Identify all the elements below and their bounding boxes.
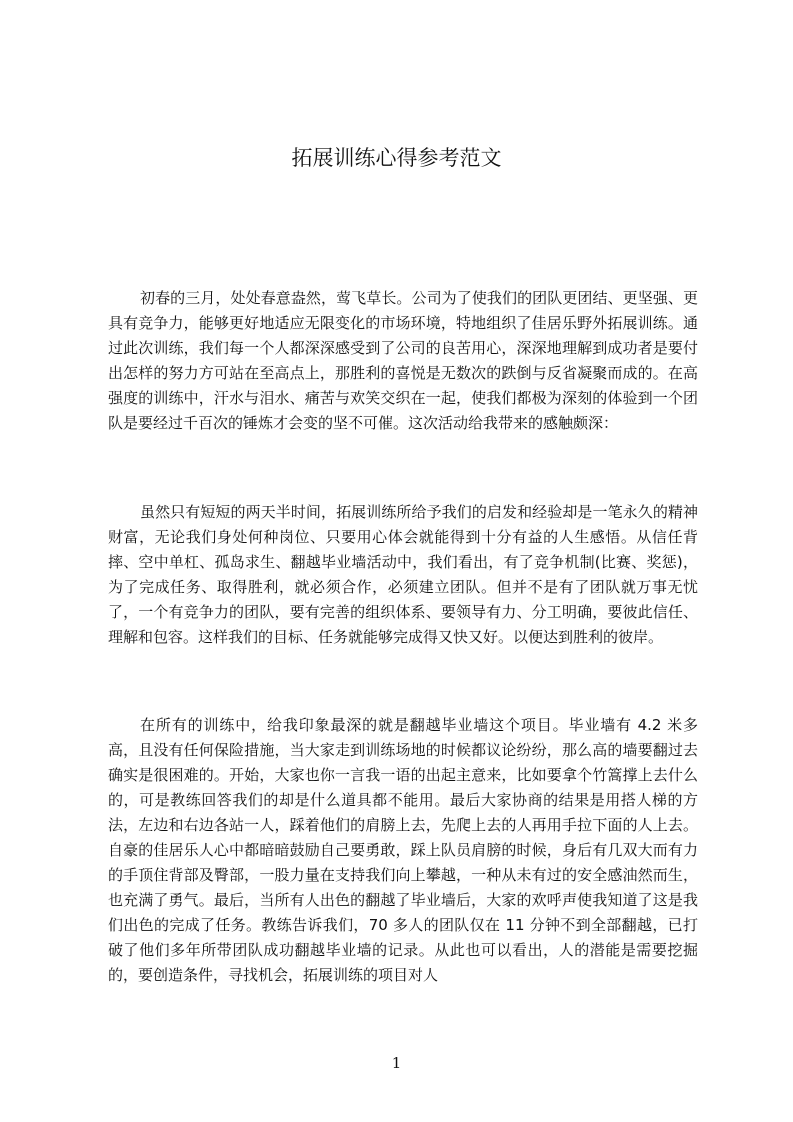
page-number: 1 [391, 1054, 402, 1072]
paragraph-intro: 初春的三月，处处春意盎然，莺飞草长。公司为了使我们的团队更团结、更坚强、更具有竞争力，能够更好地适应无限变化的市场环境，特地组织了佳居乐野外拓展训练。通过此次训练，我们每一个人都深深感受到了公司的良苦用心，深深地理解到成功者是要付出怎样的努力方可站在至高点上，那胜利的喜悦是无数次的跌倒与反省凝聚而成的。在高强度的训练中，汗水与泪水、痛苦与欢笑交织在一起，使我们都极为深刻的体验到一个团队是要经过千百次的锤炼才会变的坚不可催。这次活动给我带来的感触颇深： [108, 289, 698, 432]
paragraph-graduation-wall: 在所有的训练中，给我印象最深的就是翻越毕业墙这个项目。毕业墙有 4.2 米多高，且没有任何保险措施，当大家走到训练场地的时候都议论纷纷，那么高的墙要翻过去确实是很困难的。开始，大家也你一言我一语的出起主意来，比如要拿个竹篙撑上去什么的，可是教练回答我们的却是什么道具都不能用。最后大家协商的结果是用搭人梯的方法，左边和右边各站一人，踩着他们的肩膀上去，先爬上去的人再用手拉下面的人上去。自豪的佳居乐人心中都暗暗鼓励自己要勇敢，踩上队员肩膀的时候，身后有几双大而有力的手顶住背部及臀部，一股力量在支持我们向上攀越，一种从未有过的安全感油然而生，也充满了勇气。最后，当所有人出色的翻越了毕业墙后，大家的欢呼声使我知道了这是我们出色的完成了任务。教练告诉我们，70 多人的团队仅在 11 分钟不到全部翻越，已打破了他们多年所带团队成功翻越毕业墙的记录。从此也可以看出，人的潜能是需要挖掘的，要创造条件，寻找机会，拓展训练的项目对人 [108, 716, 698, 984]
page-title: 拓展训练心得参考范文 [291, 146, 502, 170]
paragraph-insights: 虽然只有短短的两天半时间，拓展训练所给予我们的启发和经验却是一笔永久的精神财富，无论我们身处何种岗位、只要用心体会就能得到十分有益的人生感悟。从信任背摔、空中单杠、孤岛求生、翻越毕业墙活动中，我们看出，有了竞争机制(比赛、奖惩)，为了完成任务、取得胜利，就必须合作，必须建立团队。但并不是有了团队就万事无忧了，一个有竞争力的团队，要有完善的组织体系、要领导有力、分工明确，要彼此信任、理解和包容。这样我们的目标、任务就能够完成得又快又好。以便达到胜利的彼岸。 [108, 503, 698, 646]
